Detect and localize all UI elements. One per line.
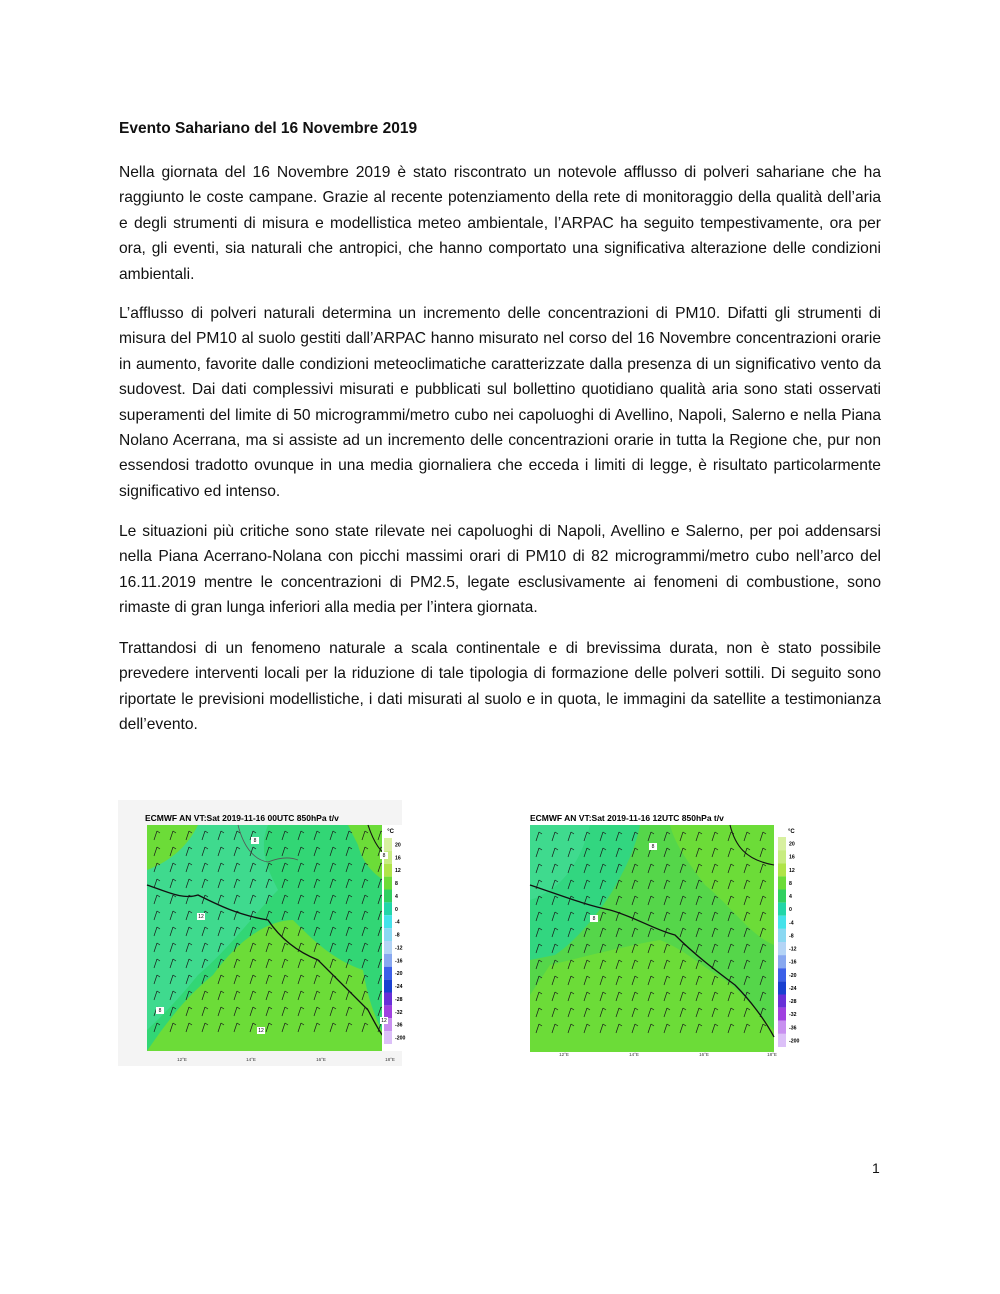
contour-label: 12 bbox=[198, 914, 204, 920]
scale-tick-label: -12 bbox=[395, 945, 403, 952]
scale-unit: °C bbox=[788, 829, 795, 835]
map-header: ECMWF AN VT:Sat 2019-11-16 12UTC 850hPa t/v bbox=[530, 813, 724, 823]
scale-swatch bbox=[384, 993, 392, 1006]
scale-tick-label: 4 bbox=[789, 894, 792, 901]
scale-tick-label: -28 bbox=[789, 999, 797, 1006]
longitude-label: 16°E bbox=[316, 1057, 326, 1062]
scale-swatch bbox=[384, 928, 392, 941]
scale-tick-label: -12 bbox=[789, 946, 797, 953]
scale-tick-label: -24 bbox=[789, 985, 797, 992]
scale-tick-label: -200 bbox=[789, 1038, 800, 1045]
scale-tick-label: 8 bbox=[395, 881, 398, 888]
scale-swatch bbox=[778, 837, 786, 850]
scale-swatch bbox=[384, 954, 392, 967]
scale-swatch bbox=[384, 941, 392, 954]
scale-tick-label: -32 bbox=[789, 1012, 797, 1019]
scale-swatch bbox=[778, 968, 786, 981]
scale-swatch bbox=[778, 903, 786, 916]
scale-tick-label: -16 bbox=[395, 958, 403, 965]
contour-label: 12 bbox=[258, 1028, 264, 1034]
scale-swatch bbox=[778, 1034, 786, 1047]
scale-tick-label: -24 bbox=[395, 984, 403, 991]
scale-swatch bbox=[384, 1005, 392, 1018]
scale-tick-label: 0 bbox=[789, 907, 792, 914]
map-field bbox=[530, 825, 774, 1052]
scale-swatch bbox=[778, 863, 786, 876]
scale-tick-label: -20 bbox=[789, 972, 797, 979]
scale-swatch bbox=[778, 850, 786, 863]
scale-swatch bbox=[778, 890, 786, 903]
map-header: ECMWF AN VT:Sat 2019-11-16 00UTC 850hPa t/v bbox=[145, 813, 339, 823]
scale-tick-label: -16 bbox=[789, 959, 797, 966]
paragraph-2: L’afflusso di polveri naturali determina un incremento delle concentrazioni di PM10. Difatti gli strumenti di misura del PM10 al suolo gestiti dall’ARPAC hanno misurato nel corso del 16 Novembre concentrazioni orarie in aumento, favorite dalle condizioni meteoclimatiche caratterizzate dalla presenza di un significativo vento da sudovest. Dai dati complessivi misurati e pubblicati sul bollettino quotidiano qualità aria sono stati osservati superamenti del limite di 50 microgrammi/metro cubo nei capoluoghi di Avellino, Napoli, Salerno e nella Piana Nolano Acerrana, ma si assiste ad un incremento delle concentrazioni orarie in tutta la Regione che, pur non essendosi tradotto ovunque in una media giornaliera che ecceda i limiti di legge, è risultato particolarmente significativo ed intenso. bbox=[119, 305, 881, 500]
scale-tick-label: -4 bbox=[789, 920, 794, 927]
contour-label: 8 bbox=[253, 838, 257, 844]
scale-tick-label: -8 bbox=[789, 933, 794, 940]
scale-tick-label: 8 bbox=[789, 880, 792, 887]
contour-label: 8 bbox=[592, 916, 596, 922]
scale-tick-label: 16 bbox=[789, 854, 795, 861]
scale-swatch bbox=[384, 890, 392, 903]
contour-label: 8 bbox=[382, 853, 386, 859]
longitude-label: 14°E bbox=[629, 1052, 639, 1057]
temperature-wind-map-00utc bbox=[118, 800, 406, 1066]
scale-swatch bbox=[384, 915, 392, 928]
map-field bbox=[147, 825, 395, 1051]
scale-swatch bbox=[778, 929, 786, 942]
document-title: Evento Sahariano del 16 Novembre 2019 bbox=[119, 120, 418, 137]
scale-tick-label: -8 bbox=[395, 932, 400, 939]
scale-swatch bbox=[384, 877, 392, 890]
scale-tick-label: -36 bbox=[789, 1025, 797, 1032]
scale-swatch bbox=[778, 1008, 786, 1021]
contour-label: 8 bbox=[651, 844, 655, 850]
scale-swatch bbox=[384, 902, 392, 915]
contour-label: 8 bbox=[158, 1008, 162, 1014]
scale-swatch bbox=[384, 838, 392, 851]
longitude-label: 14°E bbox=[246, 1057, 256, 1062]
scale-tick-label: 16 bbox=[395, 855, 401, 862]
scale-tick-label: -200 bbox=[395, 1035, 406, 1042]
longitude-label: 18°E bbox=[385, 1057, 395, 1062]
scale-swatch bbox=[384, 864, 392, 877]
temperature-wind-map-12utc bbox=[530, 805, 804, 1057]
scale-swatch bbox=[778, 876, 786, 889]
scale-swatch bbox=[778, 916, 786, 929]
scale-tick-label: -4 bbox=[395, 919, 400, 926]
scale-tick-label: 0 bbox=[395, 906, 398, 913]
contour-label: 12 bbox=[381, 1018, 387, 1024]
scale-tick-label: 12 bbox=[395, 868, 401, 875]
map-color-scale bbox=[776, 825, 804, 1052]
scale-tick-label: 20 bbox=[395, 842, 401, 849]
scale-tick-label: 20 bbox=[789, 841, 795, 848]
scale-swatch bbox=[384, 967, 392, 980]
longitude-label: 12°E bbox=[177, 1057, 187, 1062]
scale-swatch bbox=[384, 980, 392, 993]
scale-tick-label: -32 bbox=[395, 1009, 403, 1016]
paragraph-4: Trattandosi di un fenomeno naturale a scala continentale e di brevissima durata, non è stato possibile prevedere interventi locali per la riduzione di tale tipologia di formazione delle polveri sottili. Di seguito sono riportate le previsioni modellistiche, i dati misurati al suolo e in quota, le immagini da satellite a testimonianza dell’evento. bbox=[119, 640, 881, 734]
page-number: 1 bbox=[872, 1160, 880, 1176]
scale-tick-label: -28 bbox=[395, 996, 403, 1003]
scale-swatch bbox=[778, 981, 786, 994]
paragraph-3: Le situazioni più critiche sono state rilevate nei capoluoghi di Napoli, Avellino e Salerno, per poi addensarsi nella Piana Acerrano-Nolana con picchi massimi orari di PM10 di 82 microgrammi/metro cubo nell’arco del 16.11.2019 mentre le concentrazioni di PM2.5, legate esclusivamente ai fenomeni di combustione, sono rimaste di gran lunga inferiori alla media per l’intera giornata. bbox=[119, 523, 881, 617]
paragraph-1: Nella giornata del 16 Novembre 2019 è stato riscontrato un notevole afflusso di polveri sahariane che ha raggiunto le coste campane. Grazie al recente potenziamento della rete di monitoraggio della qualità dell’aria e degli strumenti di misura e modellistica meteo ambientale, l’ARPAC ha seguito tempestivamente, ora per ora, gli eventi, sia naturali che antropici, che hanno comportato una significativa alterazione delle condizioni ambientali. bbox=[119, 164, 881, 283]
longitude-label: 18°E bbox=[767, 1052, 777, 1057]
scale-tick-label: -36 bbox=[395, 1022, 403, 1029]
scale-tick-label: -20 bbox=[395, 971, 403, 978]
scale-swatch bbox=[778, 1021, 786, 1034]
scale-tick-label: 4 bbox=[395, 893, 398, 900]
scale-swatch bbox=[778, 995, 786, 1008]
scale-swatch bbox=[778, 955, 786, 968]
longitude-label: 12°E bbox=[559, 1052, 569, 1057]
scale-unit: °C bbox=[387, 829, 394, 835]
scale-swatch bbox=[778, 942, 786, 955]
scale-swatch bbox=[384, 1031, 392, 1044]
longitude-label: 16°E bbox=[699, 1052, 709, 1057]
scale-tick-label: 12 bbox=[789, 867, 795, 874]
